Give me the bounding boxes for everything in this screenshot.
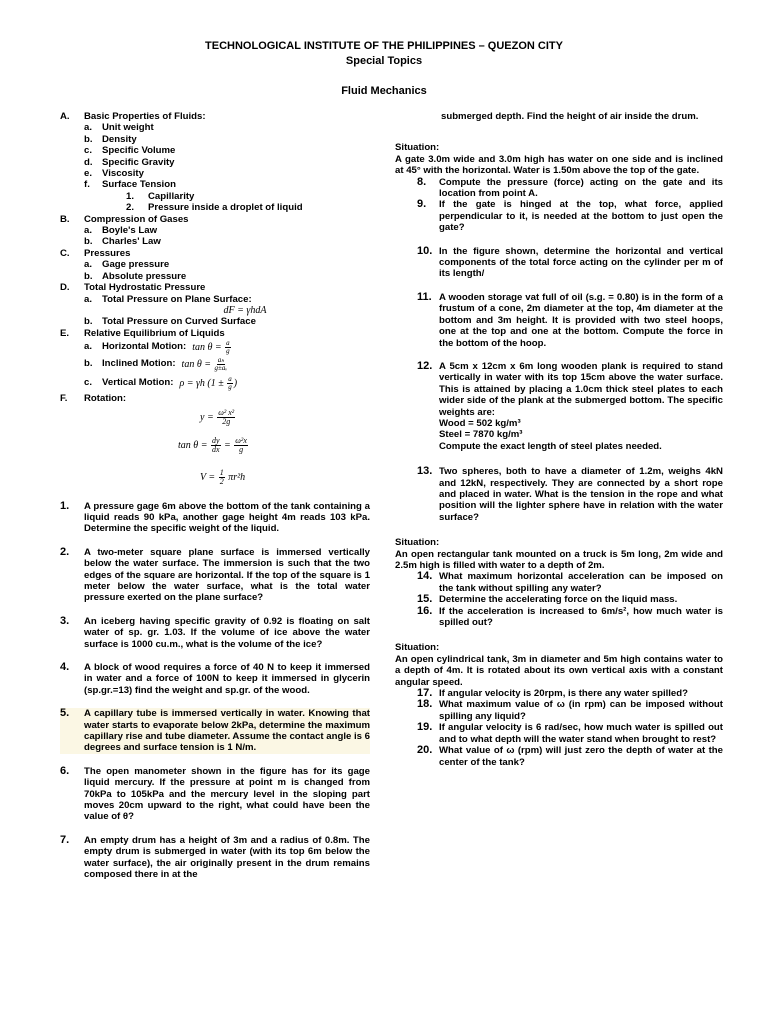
course-title: Special Topics [345, 55, 423, 67]
formula-inclined: tan θ = $\frac{\text{aₕ}}{\text{g±aᵥ}}$ [181, 355, 228, 372]
formula-rotation-y: y = $\frac{\text{ω² x²}}{2g}$ [200, 407, 235, 426]
formula-plane-pressure: dF = γhdA [223, 304, 267, 316]
problem-2: 2. A two-meter square plane surface is immersed vertically below the water surface. The immersion is such that the two edges of the square are horizontal. If the top of the square is 1 meter below the water surface, what is the total water pressure exerted on the plane surface? [60, 545, 370, 604]
subject-title: Fluid Mechanics [341, 85, 427, 97]
outline-e: E. Relative Equilibrium of Liquids [60, 327, 225, 339]
problem-15: 15. Determine the accelerating force on the liquid mass. [417, 593, 678, 606]
outline-item: e. Viscosity [84, 168, 144, 180]
outline-item: c. Vertical Motion: ρ = γh (1 ± $\frac{a}{g}$ ) [84, 374, 238, 391]
problem-4: 4. A block of wood requires a force of 40 N to keep it immersed in water and a force of 100N to keep it immersed in glycerin (sp.gr.=13) find the weight and sp.gr. of the wood. [60, 661, 370, 696]
outline-item: b. Inclined Motion: tan θ = $\frac{\text{aₕ}}{\text{g±aᵥ}}$ [84, 355, 228, 372]
outline-item: a. Gage pressure [84, 259, 170, 271]
problem-20: 20. What value of ω (rpm) will just zero the depth of water at the center of the tank? [417, 744, 723, 768]
problem-3: 3. An iceberg having specific gravity of 0.92 is floating on salt water of sp. gr. 1.03. If the volume of ice above the water surface is 1000 cu.m., what is the volume of the ice? [60, 614, 370, 650]
problem-12: 12. A 5cm x 12cm x 6m long wooden plank is required to stand vertically in water with its top 15cm above the water surface. This is attained by placing a 1.0cm thick steel plates to each wider side of the plank at the submerged bottom. The specific weights are: Wood = 502 kg/m³ Steel = 7870 kg/m³ Compute the exact length of steel plates needed. [417, 359, 723, 452]
outline-item: b. Total Pressure on Curved Surface [84, 316, 256, 328]
outline-item: a. Horizontal Motion: tan θ = $\frac{a}{g}$ [84, 338, 230, 355]
problem-17: 17. If angular velocity is 20rpm, is there any water spilled? [417, 687, 688, 700]
situation-title: Situation: [395, 142, 440, 154]
outline-subitem: 2. Pressure inside a droplet of liquid [126, 202, 303, 214]
problem-10: 10. In the figure shown, determine the horizontal and vertical components of the total force acting on the cylinder per m of its length/ [417, 244, 723, 280]
formula-rotation-volume: V = $\frac{1}{2}$ πr²h [200, 467, 246, 486]
right-column [395, 111, 723, 768]
problem-1: 1. A pressure gage 6m above the bottom of the tank containing a liquid reads 90 kPa, another gage height 4m reads 103 kPa. Determine the specific weight of the liquid. [60, 499, 370, 535]
problem-11: 11. A wooden storage vat full of oil (s.g. = 0.80) is in the form of a frustum of a cone, 2m diameter at the top, 4m diameter at the bottom and 3m height. It is provided with two steel hoops, one at the top and one at the bottom. Compute the force in the bottom of the hoop. [417, 290, 723, 349]
specific-weight-steel: Steel = 7870 kg/m³ [439, 429, 523, 441]
outline-f: F. Rotation: [60, 393, 127, 405]
situation-title: Situation: [395, 642, 440, 654]
specific-weight-wood: Wood = 502 kg/m³ [439, 417, 521, 429]
outline-item: a. Unit weight [84, 122, 154, 134]
outline-d: D. Total Hydrostatic Pressure [60, 282, 206, 294]
problem-9: 9. If the gate is hinged at the top, what force, applied perpendicular to it, is needed at the bottom to just open the gate? [417, 198, 723, 234]
problem-19: 19. If angular velocity is 6 rad/sec, how much water is spilled out and to what depth will the water stand when brought to rest? [417, 721, 723, 745]
situation-truck-tank: An open rectangular tank mounted on a truck is 5m long, 2m wide and 2.5m high is filled with water to a depth of 2m. [395, 548, 723, 571]
problem-7-continued: submerged depth. Find the height of air inside the drum. [441, 111, 699, 122]
formula-vertical: ρ = γh (1 ± $\frac{a}{g}$ ) [179, 374, 238, 391]
outline-item: b. Absolute pressure [84, 270, 187, 282]
outline-item: f. Surface Tension [84, 179, 176, 191]
problem-14: 14. What maximum horizontal acceleration can be imposed on the tank without spilling any water? [417, 570, 723, 594]
outline-item: a. Total Pressure on Plane Surface: [84, 293, 252, 305]
problem-18: 18. What maximum value of ω (in rpm) can be imposed without spilling any liquid? [417, 698, 723, 722]
problem-16: 16. If the acceleration is increased to 6m/s², how much water is spilled out? [417, 604, 723, 629]
problem-5: 5. A capillary tube is immersed vertically in water. Knowing that water starts to evaporate below 2kPa, determine the maximum capillary rise and tube diameter. Assume the contact angle is 6 degrees and surface tension is 1 N/m. [60, 707, 370, 754]
problem-8: 8. Compute the pressure (force) acting on the gate and its location from point A. [417, 175, 723, 200]
outline-item: a. Boyle's Law [84, 225, 158, 237]
outline-item: d. Specific Gravity [84, 156, 175, 168]
institute-title: TECHNOLOGICAL INSTITUTE OF THE PHILIPPINES – QUEZON CITY [205, 40, 563, 52]
problem-13: 13. Two spheres, both to have a diameter of 1.2m, weighs 4kN and 12kN, respectively. They are connected by a short rope and placed in water. What is the tension in the rope and what position will the lighter sphere have in relation with the water surface? [417, 465, 723, 523]
situation-cylindrical-tank: An open cylindrical tank, 3m in diameter and 5m high contains water to a depth of 4m. It is rotated about its own vertical axis with a constant angular speed. [395, 653, 723, 688]
outline-b: B. Compression of Gases [60, 213, 189, 225]
rotation-formulas [60, 405, 370, 493]
outline-subitem: 1. Capillarity [126, 190, 195, 202]
problem-6: 6. The open manometer shown in the figure has for its gage liquid mercury. If the pressure at point m is changed from 70kPa to 105kPa and the mercury level in the sloping part moves 20cm upward to the right, what could have been the value of θ? [60, 764, 370, 823]
outline-item: b. Density [84, 133, 137, 145]
outline-item: c. Specific Volume [84, 145, 176, 157]
situation-gate: A gate 3.0m wide and 3.0m high has water on one side and is inclined at 45° with the horizontal. Water is 1.50m above the top of the gate. [395, 153, 723, 177]
outline-item: b. Charles' Law [84, 236, 161, 248]
problem-7: 7. An empty drum has a height of 3m and a radius of 0.8m. The empty drum is submerged in water (with its top 6m below the water surface), the air originally present in the drum remains composed there in at the [60, 833, 370, 881]
formula-rotation-tan: tan θ = $\frac{dy}{dx}$ = $\frac{\text{ω²x}}{g}$ [178, 435, 247, 454]
formula-horizontal: tan θ = $\frac{a}{g}$ [192, 338, 230, 355]
outline-c: C. Pressures [60, 247, 131, 259]
outline-a: A. Basic Properties of Fluids: [60, 111, 206, 122]
left-column [60, 111, 370, 881]
situation-title: Situation: [395, 537, 440, 549]
